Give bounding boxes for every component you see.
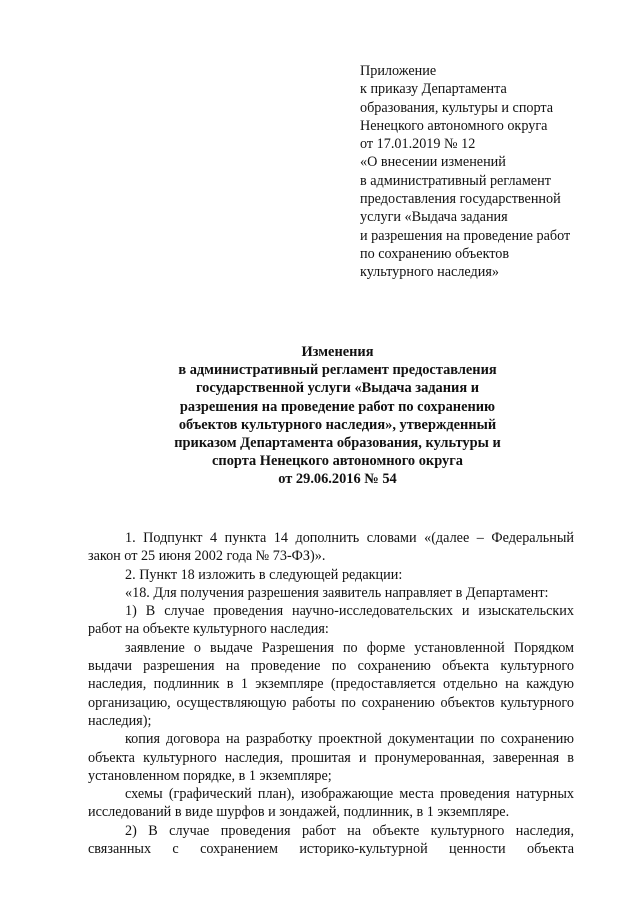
appendix-line: к приказу Департамента bbox=[360, 81, 507, 98]
title-line: спорта Ненецкого автономного округа bbox=[212, 453, 463, 470]
appendix-line: в административный регламент bbox=[360, 172, 551, 189]
body-paragraph: 1) В случае проведения научно-исследовательских и изыскательских работ на объекте культурного наследия: bbox=[88, 603, 574, 638]
appendix-line: Ненецкого автономного округа bbox=[360, 117, 548, 134]
body-paragraph: «18. Для получения разрешения заявитель направляет в Департамент: bbox=[125, 584, 549, 601]
title-line: объектов культурного наследия», утвержденный bbox=[178, 416, 497, 433]
appendix-line: предоставления государственной bbox=[360, 191, 561, 208]
appendix-line: культурного наследия» bbox=[360, 264, 499, 281]
appendix-line: и разрешения на проведение работ bbox=[360, 227, 571, 244]
appendix-line: услуги «Выдача задания bbox=[360, 209, 508, 226]
appendix-line: «О внесении изменений bbox=[360, 154, 506, 171]
document-body bbox=[88, 529, 574, 858]
appendix-line: по сохранению объектов bbox=[360, 245, 510, 262]
title-line: Изменения bbox=[301, 344, 374, 360]
body-paragraph: 1. Подпункт 4 пункта 14 дополнить словами «(далее – Федеральный закон от 25 июня 2002 года № 73-ФЗ)». bbox=[88, 530, 574, 565]
body-paragraph: 2) В случае проведения работ на объекте культурного наследия, связанных с сохранением историко-культурной ценности объекта bbox=[88, 822, 574, 858]
body-paragraph: заявление о выдаче Разрешения по форме установленной Порядком выдачи разрешения на проведение по сохранению объекта культурного наследия, подлинник в 1 экземпляре (предоставляется отдельно на каждую организацию, осуществляющую работы по сохранению объектов культурного наследия); bbox=[88, 639, 574, 729]
title-line: государственной услуги «Выдача задания и bbox=[196, 380, 479, 397]
appendix-line: от 17.01.2019 № 12 bbox=[360, 136, 476, 153]
title-line: приказом Департамента образования, культуры и bbox=[174, 435, 501, 452]
title-line: в административный регламент предоставления bbox=[178, 362, 497, 379]
appendix-line: Приложение bbox=[360, 63, 437, 79]
title-line: от 29.06.2016 № 54 bbox=[278, 471, 397, 488]
document-title bbox=[0, 343, 640, 489]
body-paragraph: 2. Пункт 18 изложить в следующей редакции: bbox=[125, 566, 403, 583]
body-paragraph: копия договора на разработку проектной документации по сохранению объекта культурного наследия, прошитая и пронумерованная, заверенная в установленном порядке, в 1 экземпляре; bbox=[88, 731, 574, 784]
appendix-line: образования, культуры и спорта bbox=[360, 99, 554, 116]
appendix-header bbox=[360, 62, 570, 282]
title-line: разрешения на проведение работ по сохранению bbox=[179, 398, 496, 415]
body-paragraph: схемы (графический план), изображающие места проведения натурных исследований в виде шурфов и зондажей, подлинник, в 1 экземпляре. bbox=[88, 786, 574, 821]
